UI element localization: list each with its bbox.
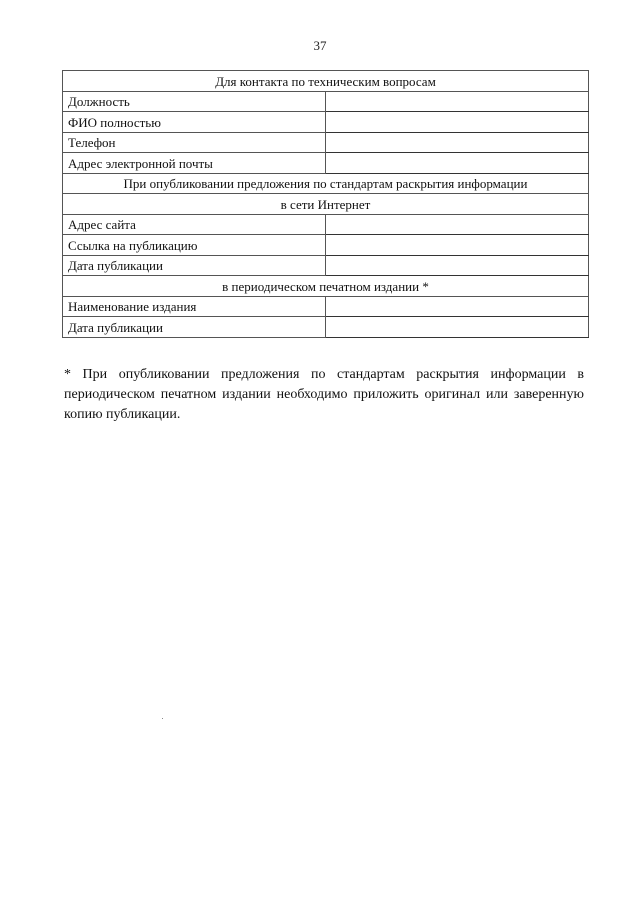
scan-speck [162,718,163,719]
footnote [64,365,584,425]
table-row [63,235,589,256]
table-row [63,153,589,174]
table-row [63,276,589,297]
position-label: Должность [63,91,326,112]
table-row [63,112,589,133]
publication-link-label: Ссылка на публикацию [63,235,326,256]
publication-link-field[interactable] [326,235,589,256]
table-row [63,71,589,92]
publication-name-field[interactable] [326,296,589,317]
website-address-field[interactable] [326,214,589,235]
full-name-field[interactable] [326,112,589,133]
footnote-text: * При опубликовании предложения по стандартам раскрытия информации в периодическом печатном издании необходимо приложить оригинал или заверенную копию публикации. [64,367,584,422]
publication-name-label: Наименование издания [63,296,326,317]
table-row [63,296,589,317]
position-field[interactable] [326,91,589,112]
contact-section-header: Для контакта по техническим вопросам [63,71,589,92]
internet-publication-date-label: Дата публикации [63,255,326,276]
table-row [63,132,589,153]
contact-publication-form-table [62,70,589,338]
full-name-label: ФИО полностью [63,112,326,133]
table-row [63,194,589,215]
email-field[interactable] [326,153,589,174]
website-address-label: Адрес сайта [63,214,326,235]
table-row [63,91,589,112]
print-publication-date-field[interactable] [326,317,589,338]
table-row [63,214,589,235]
publication-section-header: При опубликовании предложения по стандартам раскрытия информации [63,173,589,194]
internet-subsection-header: в сети Интернет [63,194,589,215]
email-label: Адрес электронной почты [63,153,326,174]
phone-field[interactable] [326,132,589,153]
table-row [63,317,589,338]
table-row [63,255,589,276]
print-subsection-header: в периодическом печатном издании * [63,276,589,297]
internet-publication-date-field[interactable] [326,255,589,276]
table-row [63,173,589,194]
phone-label: Телефон [63,132,326,153]
print-publication-date-label: Дата публикации [63,317,326,338]
page-number: 37 [313,38,327,53]
